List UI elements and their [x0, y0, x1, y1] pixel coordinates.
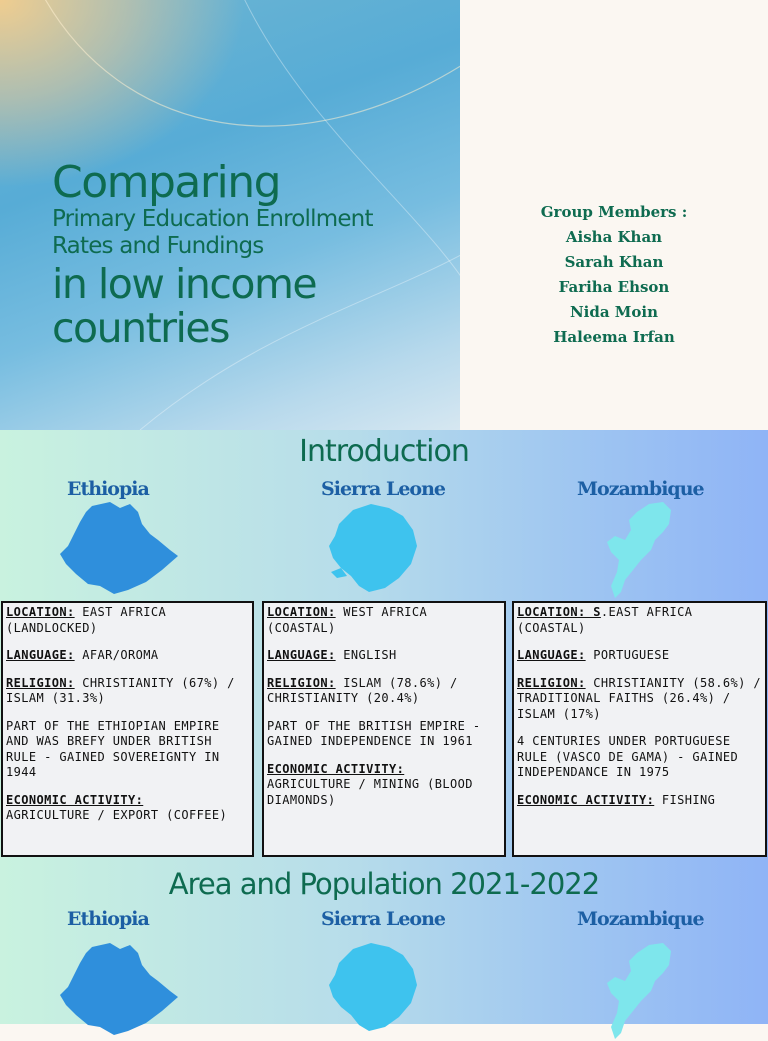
religion-label: RELIGION:	[267, 675, 336, 690]
member-name: Nida Moin	[569, 303, 659, 321]
title-line-low-income: in low income	[52, 260, 317, 308]
country-info-card-mozambique	[512, 601, 767, 857]
location-label: LOCATION:	[267, 605, 336, 619]
member-name: Sarah Khan	[564, 253, 664, 271]
introduction-section	[0, 430, 768, 863]
religion-value: CHRISTIANITY (67%) / ISLAM (31.3%)	[6, 675, 235, 705]
introduction-heading: Introduction	[299, 434, 469, 469]
group-members-heading: Group Members :	[540, 203, 688, 221]
language-label: LANGUAGE:	[267, 648, 336, 662]
history-text: PART OF THE BRITISH EMPIRE - GAINED INDEPENDENCE IN 1961	[267, 718, 481, 748]
member-name: Aisha Khan	[565, 228, 663, 246]
history-text: 4 CENTURIES UNDER PORTUGUESE RULE (VASCO DE GAMA) - GAINED INDEPENDANCE IN 1975	[517, 734, 739, 779]
country-name-mozambique: Mozambique	[577, 478, 704, 500]
language-label: LANGUAGE:	[517, 648, 586, 662]
religion-value: ISLAM (78.6%) / CHRISTIANITY (20.4%)	[267, 675, 458, 705]
area-population-heading: Area and Population 2021-2022	[168, 867, 600, 901]
economic-activity-label: ECONOMIC ACTIVITY:	[517, 792, 655, 807]
history-text: PART OF THE ETHIOPIAN EMPIRE AND WAS BREFY UNDER BRITISH RULE - GAINED SOVEREIGNTY IN 1944	[6, 718, 220, 779]
ethiopia-map-icon	[58, 500, 180, 595]
country-info-card-ethiopia	[1, 601, 254, 857]
title-panel	[0, 0, 460, 430]
sierra-leone-map-icon	[327, 502, 419, 594]
sierra-leone-map-icon	[327, 941, 419, 1033]
mozambique-map-icon	[603, 941, 675, 1041]
member-name: Fariha Ehson	[558, 278, 670, 296]
country-name-mozambique: Mozambique	[577, 908, 704, 930]
location-value: EAST AFRICA (LANDLOCKED)	[6, 605, 167, 635]
title-line-rates-fundings: Rates and Fundings	[52, 233, 264, 259]
religion-label: RELIGION:	[6, 675, 75, 690]
religion-value: CHRISTIANITY (58.6%) / TRADITIONAL FAITHS (26.4%) / ISLAM (17%)	[517, 675, 761, 721]
economic-activity-value: FISHING	[654, 792, 716, 807]
economic-activity-value: AGRICULTURE / EXPORT (COFFEE)	[6, 808, 228, 822]
area-population-section	[0, 863, 768, 1024]
religion-label: RELIGION:	[517, 675, 586, 690]
language-value: PORTUGUESE	[585, 648, 670, 662]
country-info-card-sierra-leone	[262, 601, 506, 857]
location-value: WEST AFRICA (COASTAL)	[267, 605, 428, 635]
language-label: LANGUAGE:	[6, 648, 75, 662]
language-value: ENGLISH	[335, 648, 397, 662]
ethiopia-map-icon	[58, 941, 180, 1036]
economic-activity-label: ECONOMIC ACTIVITY:	[6, 792, 144, 807]
group-members-list	[460, 200, 768, 350]
economic-activity-label: ECONOMIC ACTIVITY:	[267, 761, 405, 776]
mozambique-map-icon	[603, 500, 675, 600]
country-name-sierra-leone: Sierra Leone	[321, 908, 445, 930]
title-line-primary-education: Primary Education Enrollment	[52, 206, 373, 232]
economic-activity-value: AGRICULTURE / MINING (BLOOD DIAMONDS)	[267, 777, 473, 807]
presentation-title	[52, 157, 460, 352]
language-value: AFAR/OROMA	[74, 648, 159, 662]
location-label: LOCATION:	[6, 605, 75, 619]
country-name-ethiopia: Ethiopia	[67, 908, 149, 930]
title-line-countries: countries	[52, 304, 230, 352]
member-name: Haleema Irfan	[553, 328, 675, 346]
location-value: .EAST AFRICA (COASTAL)	[517, 605, 693, 635]
title-line-comparing: Comparing	[52, 157, 281, 208]
location-label: LOCATION: S	[517, 605, 601, 619]
country-name-ethiopia: Ethiopia	[67, 478, 149, 500]
country-name-sierra-leone: Sierra Leone	[321, 478, 445, 500]
